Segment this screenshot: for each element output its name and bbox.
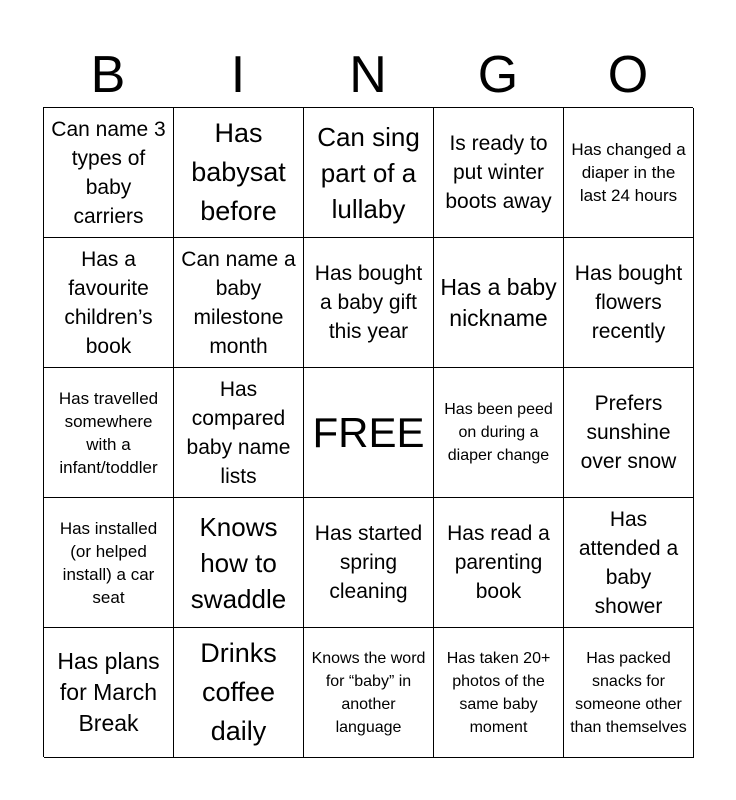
cell-text: Has installed (or helped install) a car seat [59, 518, 158, 607]
cell-text: Has started spring cleaning [314, 522, 423, 603]
cell-text: Drinks coffee daily [200, 638, 277, 746]
bingo-cell[interactable] [564, 498, 694, 628]
cell-text: Has taken 20+ photos of the same baby moment [446, 649, 551, 736]
bingo-cell[interactable] [564, 628, 694, 758]
cell-text: Knows the word for “baby” in another language [311, 649, 426, 736]
bingo-cell[interactable] [434, 108, 564, 238]
header-letter-g: G [477, 46, 519, 104]
cell-text: Has been peed on during a diaper change [444, 401, 553, 464]
cell-text: Has changed a diaper in the last 24 hours [571, 140, 686, 205]
bingo-cell[interactable] [44, 238, 174, 368]
bingo-cell[interactable] [44, 108, 174, 238]
cell-text: Has babysat before [191, 118, 286, 226]
cell-text: Has compared baby name lists [186, 377, 291, 488]
bingo-cell[interactable] [174, 628, 304, 758]
cell-text: Has a baby nickname [440, 273, 557, 331]
bingo-cell[interactable] [44, 498, 174, 628]
bingo-cell[interactable] [434, 368, 564, 498]
header-letter-b: B [90, 46, 126, 104]
header-letter-i: I [230, 46, 246, 104]
bingo-cell[interactable] [434, 498, 564, 628]
cell-text: Has packed snacks for someone other than themselves [570, 649, 687, 736]
header-letter-n: N [349, 46, 387, 104]
bingo-cell[interactable] [304, 628, 434, 758]
bingo-cell[interactable] [174, 108, 304, 238]
bingo-cell[interactable] [174, 238, 304, 368]
bingo-card-grid [43, 107, 693, 757]
cell-text: Has read a parenting book [447, 522, 550, 603]
cell-text: Has attended a baby shower [578, 507, 679, 618]
bingo-cell[interactable] [564, 108, 694, 238]
bingo-cell[interactable] [44, 368, 174, 498]
bingo-cell[interactable] [564, 238, 694, 368]
header-letter-o: O [607, 46, 649, 104]
free-space-cell[interactable] [304, 368, 434, 498]
bingo-cell[interactable] [174, 498, 304, 628]
cell-text: Has plans for March Break [57, 648, 160, 736]
bingo-cell[interactable] [304, 238, 434, 368]
cell-text: Prefers sunshine over snow [580, 392, 677, 473]
bingo-cell[interactable] [564, 368, 694, 498]
bingo-cell[interactable] [304, 498, 434, 628]
cell-text: Has a favourite children’s book [64, 247, 153, 358]
free-space-label: FREE [312, 408, 425, 456]
cell-text: Can name 3 types of baby carriers [51, 117, 166, 228]
bingo-header [43, 42, 693, 108]
cell-text: Knows how to swaddle [190, 511, 287, 614]
bingo-cell[interactable] [434, 238, 564, 368]
cell-text: Has travelled somewhere with a infant/toddler [58, 388, 159, 477]
bingo-cell[interactable] [44, 628, 174, 758]
cell-text: Can name a baby milestone month [181, 247, 296, 358]
cell-text: Has bought flowers recently [574, 262, 683, 343]
bingo-cell[interactable] [434, 628, 564, 758]
cell-text: Can sing part of a lullaby [317, 121, 420, 224]
bingo-cell[interactable] [304, 108, 434, 238]
cell-text: Has bought a baby gift this year [314, 262, 423, 343]
bingo-cell[interactable] [174, 368, 304, 498]
cell-text: Is ready to put winter boots away [445, 132, 552, 213]
